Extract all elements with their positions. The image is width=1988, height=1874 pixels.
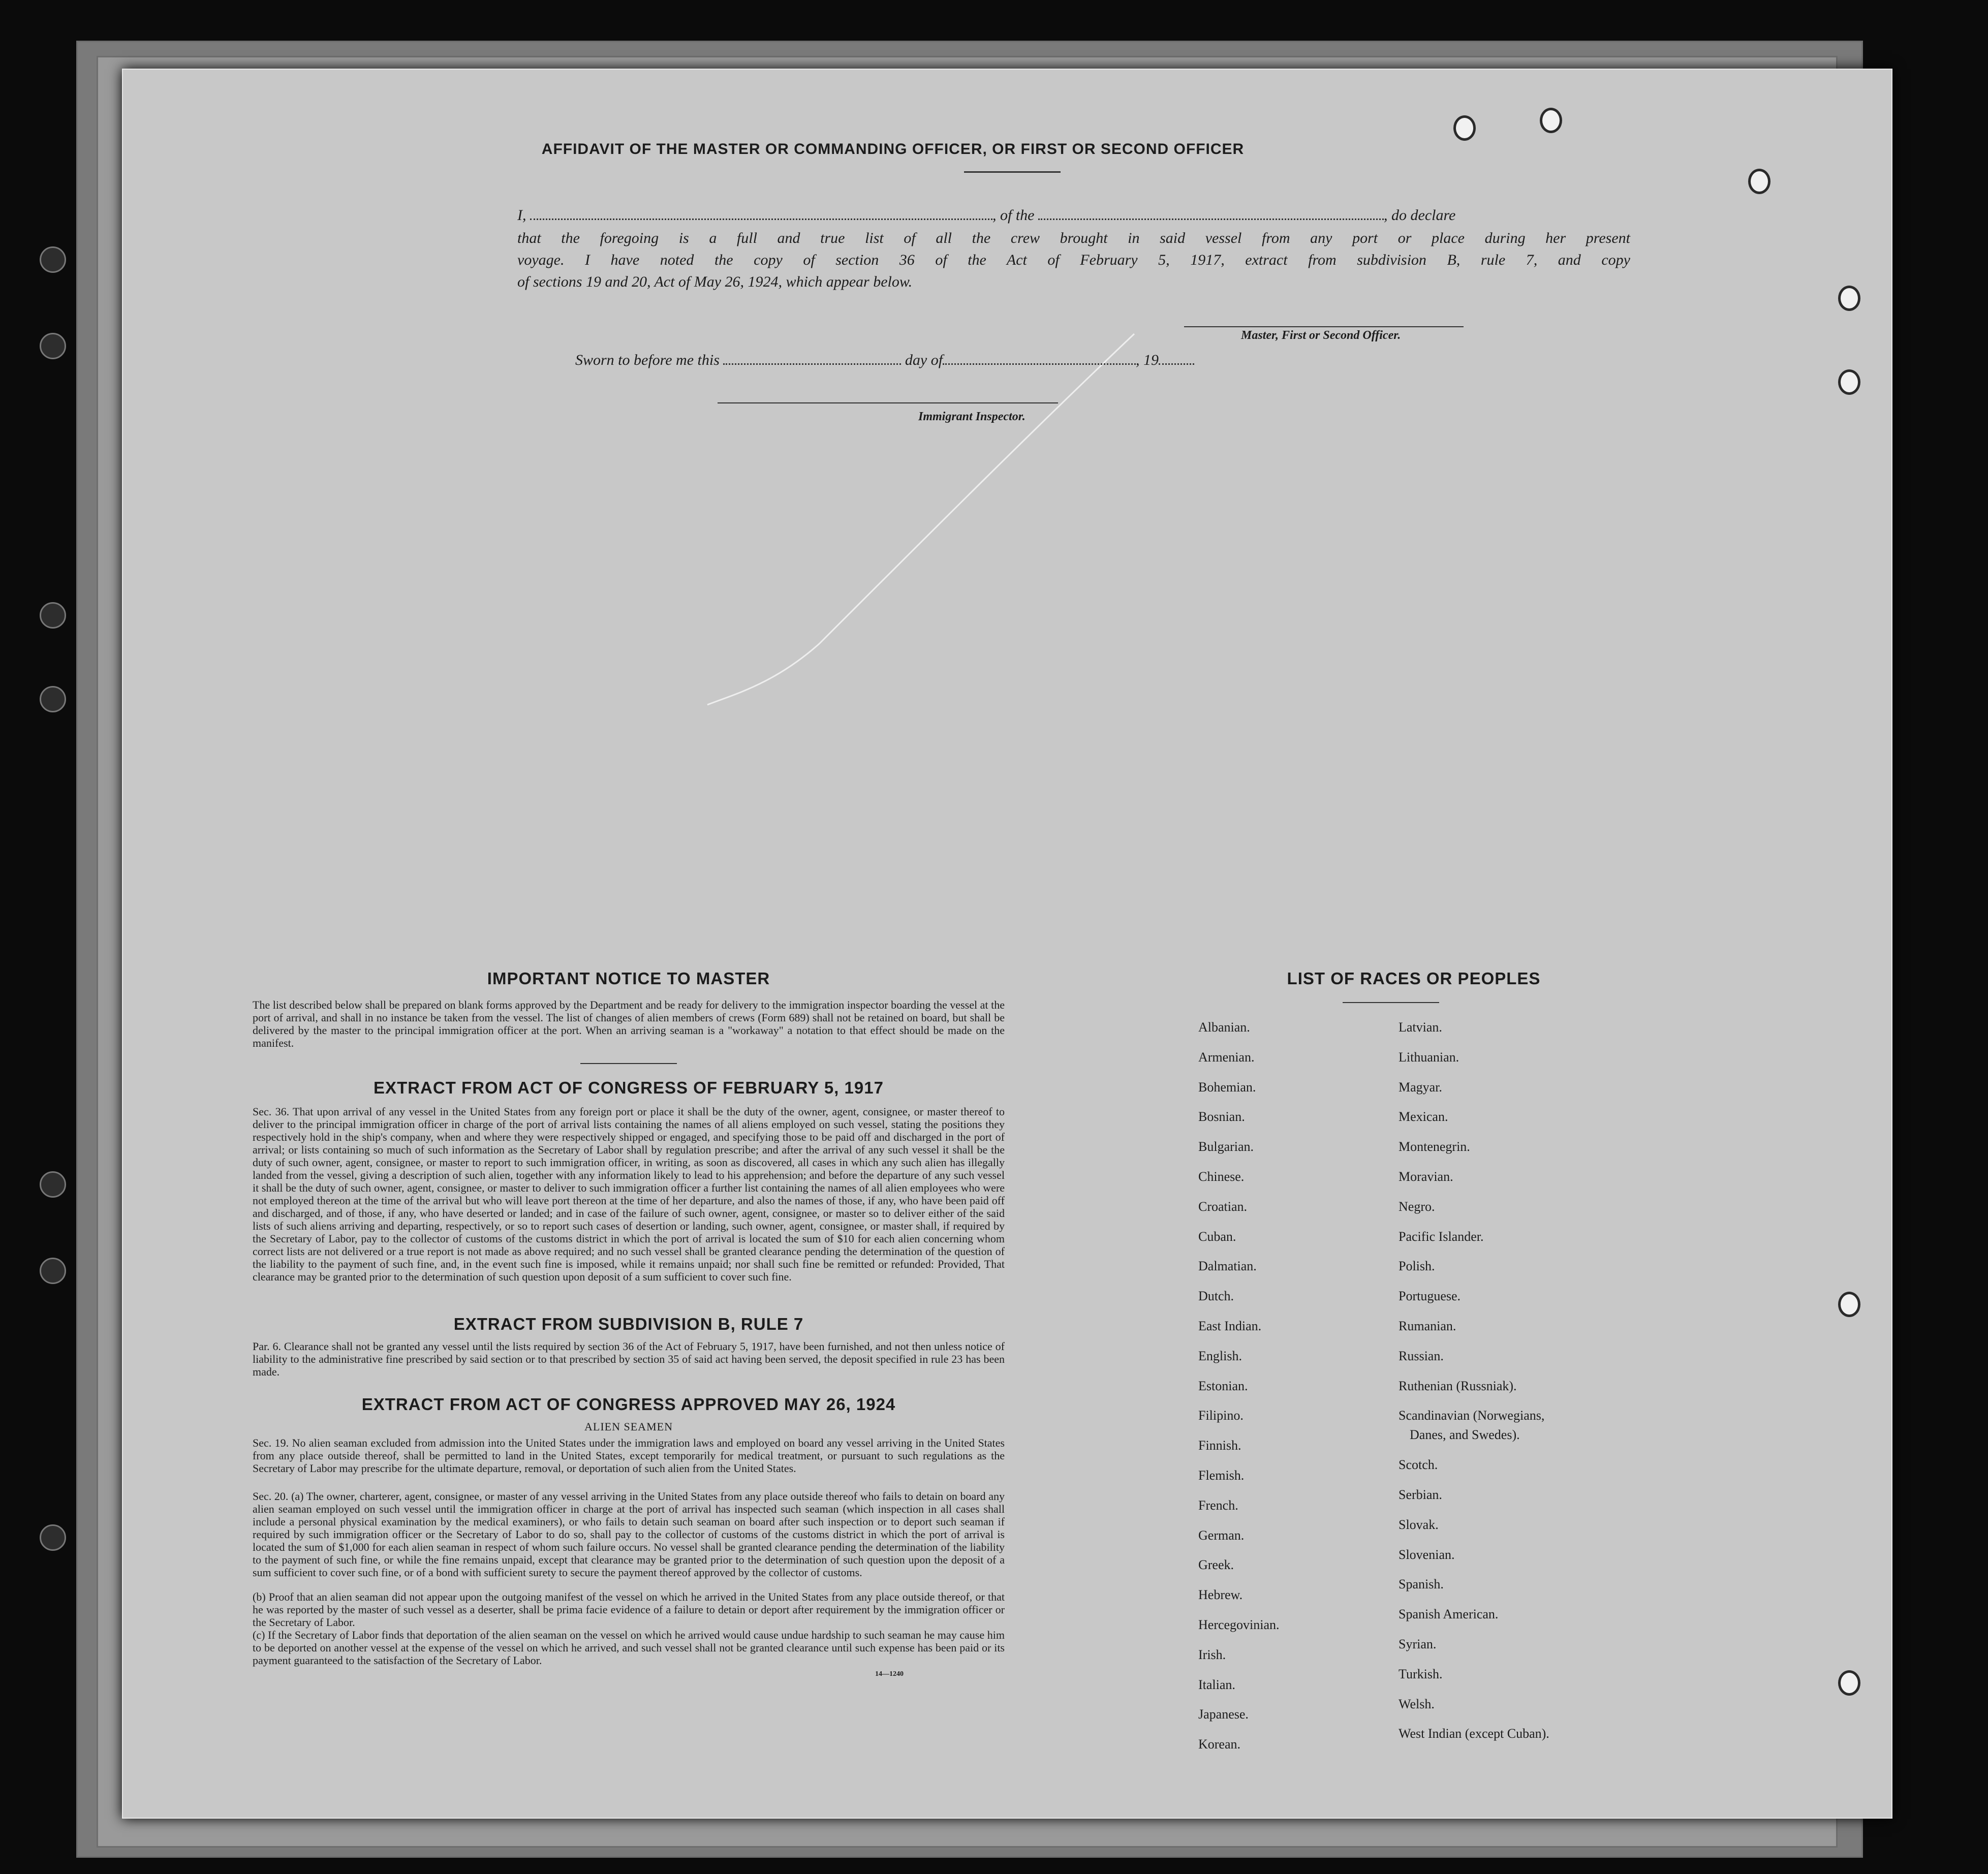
race-item: Irish. [1198, 1647, 1226, 1662]
sec-19-text: Sec. 19. No alien seaman excluded from admission into the United States under the immigration laws and employed on board any vessel arriving in the United States from any place outside thereof, shall be permitted to land in the United States, except temporarily for medical treatment, or pursuant to such regulations as the Secretary of Labor may prescribe for the ultimate departure, removal, or deportation of such alien from the United States. [253, 1436, 1005, 1475]
race-item: West Indian (except Cuban). [1399, 1726, 1549, 1741]
binder-hole [40, 602, 66, 629]
races-title: LIST OF RACES OR PEOPLES [1287, 969, 1541, 988]
inspector-signature-line [718, 402, 1058, 403]
race-item: German. [1198, 1527, 1245, 1543]
title-rule [964, 171, 1061, 173]
race-item: Flemish. [1198, 1467, 1245, 1483]
race-item: Mexican. [1399, 1109, 1448, 1125]
race-item: Hercegovinian. [1198, 1617, 1280, 1632]
race-item: Bosnian. [1198, 1109, 1245, 1125]
race-item: Korean. [1198, 1737, 1241, 1752]
section-rule [580, 1063, 677, 1064]
vessel-name-blank [1038, 203, 1384, 220]
binder-hole [40, 246, 66, 273]
notice-body: The list described below shall be prepared on blank forms approved by the Department and be ready for delivery to the immigration inspector boarding the vessel at the port of arrival, and shall in no instance be taken from the vessel. The list of changes of alien members of crews (Form 689) shall not be retained on board, but shall be delivered by the master to the principal immigration officer at the port. When an arriving seaman is a "workaway" a notation to that effect should be made on the manifest. [253, 998, 1005, 1049]
race-item: Greek. [1198, 1557, 1234, 1573]
master-signature-line [1184, 326, 1464, 327]
sworn-label: Sworn to before me this [575, 352, 720, 368]
race-item: French. [1198, 1497, 1238, 1513]
race-item: Dutch. [1198, 1289, 1234, 1304]
i-label: I, [517, 207, 526, 224]
race-item: Armenian. [1198, 1049, 1255, 1065]
affidavit-line-2: that the foregoing is a full and true list of all the crew brought in said vessel from any port or place during her present [517, 230, 1630, 246]
day-of-label: day of [905, 352, 943, 368]
race-item: Spanish American. [1399, 1607, 1499, 1622]
race-item: Serbian. [1399, 1487, 1442, 1502]
race-item: Ruthenian (Russniak). [1399, 1378, 1517, 1393]
race-item: Spanish. [1399, 1577, 1444, 1592]
officer-name-blank [530, 203, 992, 220]
notice-title: IMPORTANT NOTICE TO MASTER [487, 969, 770, 988]
race-item: Estonian. [1198, 1378, 1248, 1393]
race-item: Danes, and Swedes). [1410, 1427, 1520, 1443]
affidavit-line-3: voyage. I have noted the copy of section 36 of the Act of February 5, 1917, extract from subdivision B, rule 7, and copy [517, 252, 1630, 268]
race-item: Dalmatian. [1198, 1259, 1257, 1274]
race-item: Polish. [1399, 1259, 1435, 1274]
race-item: Slovenian. [1399, 1547, 1455, 1562]
race-item: Italian. [1198, 1677, 1235, 1692]
race-item: Rumanian. [1399, 1318, 1456, 1333]
race-item: Welsh. [1399, 1696, 1435, 1711]
do-declare-label: , do declare [1384, 207, 1456, 224]
sec-20b-text: (b) Proof that an alien seaman did not appear upon the outgoing manifest of the vessel on which he arrived in the United States from any place outside thereof, or that he was reported by the master of such vessel as a deserter, shall be prima facie evidence of a failure to detain or deport after requirement by the immigration officer or the Secretary of Labor. [253, 1590, 1005, 1629]
race-item: Latvian. [1399, 1020, 1442, 1035]
sworn-day-blank [723, 348, 901, 365]
extract-1917-body: Sec. 36. That upon arrival of any vessel in the United States from any foreign port or place it shall be the duty of the owner, agent, consignee, or master thereof to deliver to the principal immigration officer in charge of the port of arrival lists containing the names of all aliens employed on such vessel, stating the positions they respectively hold in the ship's company, when and where they were respectively shipped or engaged, and specifying those to be paid off and discharged in the port of arrival; or lists containing so much of such information as the Secretary of Labor shall by regulation prescribe; and after the arrival of any such vessel it shall be the duty of such owner, agent, consignee, or master to report to such immigration officer, in writing, as soon as discovered, all cases in which any such alien has illegally landed from the vessel, giving a description of such alien, together with any information likely to lead to his apprehension; and before the departure of any such vessel it shall be the duty of such owner, agent, consignee, or master to deliver to such immigration officer a further list containing the names of all alien employees who were not employed thereon at the time of the arrival but who will leave port thereon at the time of her departure, and also the names of those, if any, who have been paid off and discharged, and of those, if any, who have deserted or landed; and in case of the failure of such owner, agent, consignee, or master so to deliver either of the said lists of such aliens arriving and departing, respectively, or so to report such cases of desertion or landing, such owner, agent, consignee, or master shall, if required by the Secretary of Labor, pay to the collector of customs of the customs district in which the port of arrival is located the sum of $10 for each alien concerning whom correct lists are not delivered or a true report is not made as above required; and no such vessel shall be granted clearance pending the determination of the question of the liability to the payment of such fine, and, in the event such fine is imposed, while it remains unpaid; nor shall such fine be remitted or refunded: Provided, That clearance may be granted prior to the determination of such question upon deposit of a sum sufficient to cover such fine. [253, 1105, 1005, 1283]
sworn-month-blank [943, 348, 1136, 365]
year-label: , 19 [1136, 352, 1159, 368]
race-item: Hebrew. [1198, 1587, 1243, 1603]
extract-1924-title: EXTRACT FROM ACT OF CONGRESS APPROVED MAY 26, 1924 [361, 1395, 896, 1414]
race-item: Bulgarian. [1198, 1139, 1254, 1154]
races-left-column [1198, 1020, 1280, 1767]
inspector-label: Immigrant Inspector. [918, 410, 1026, 423]
sec-20a-text: Sec. 20. (a) The owner, charterer, agent, consignee, or master of any vessel arriving in the United States from any place outside thereof who fails to detain on board any alien seaman employed on such vessel until the immigration officer in charge at the port of arrival has inspected such seaman (which inspection in all cases shall include a personal physical examination by the medical examiners), or who fails to detain such seaman on board after such inspection or to deport such seaman if required by such immigration officer or the Secretary of Labor to do so, shall pay to the collector of customs of the customs district in which the port of arrival is located the sum of $1,000 for each alien seaman in respect of whom such failure occurs. No vessel shall be granted clearance pending the determination of the liability to the payment of such fine, or while the fine remains unpaid, except that clearance may be granted prior to the determination of such question upon the deposit of a sum sufficient to cover such fine, or of a bond with sufficient surety to secure the payment thereof approved by the collector of customs. [253, 1490, 1005, 1579]
race-item: Pacific Islander. [1399, 1229, 1484, 1244]
sworn-year-blank [1159, 348, 1194, 365]
sec-20c-text: (c) If the Secretary of Labor finds that deportation of the alien seaman on the vessel on which he arrived would cause undue hardship to such seaman he may cause him to be deported on another vessel at the expense of the vessel on which he arrived, and such vessel shall not be granted clearance until such expense has been paid or its payment guaranteed to the satisfaction of the Secretary of Labor. [253, 1629, 1005, 1667]
affidavit-line-1 [517, 203, 1625, 224]
binder-hole [40, 333, 66, 359]
race-item: Syrian. [1399, 1636, 1437, 1651]
race-item: Filipino. [1198, 1408, 1244, 1423]
sworn-line [575, 348, 1194, 369]
race-item: Slovak. [1399, 1517, 1439, 1532]
binder-hole [40, 1258, 66, 1284]
race-item: Portuguese. [1399, 1289, 1461, 1304]
race-item: Cuban. [1198, 1229, 1236, 1244]
race-item: Croatian. [1198, 1199, 1248, 1214]
race-item: Montenegrin. [1399, 1139, 1470, 1154]
rule7-body: Par. 6. Clearance shall not be granted any vessel until the lists required by section 36 of the Act of February 5, 1917, have been furnished, and not then unless notice of liability to the administrative fine prescribed by said section or to that prescribed by section 35 of said act having been served, the deposit specified in rule 23 has been made. [253, 1340, 1005, 1378]
binder-hole [40, 686, 66, 712]
extract-1917-title: EXTRACT FROM ACT OF CONGRESS OF FEBRUARY 5, 1917 [374, 1078, 884, 1097]
master-signature-label: Master, First or Second Officer. [1241, 329, 1401, 342]
affidavit-title: AFFIDAVIT OF THE MASTER OR COMMANDING OFFICER, OR FIRST OR SECOND OFFICER [541, 141, 1245, 158]
race-item: Finnish. [1198, 1438, 1241, 1453]
race-item: Scotch. [1399, 1457, 1438, 1473]
race-item: Russian. [1399, 1348, 1444, 1363]
race-item: East Indian. [1198, 1318, 1262, 1333]
race-item: English. [1198, 1348, 1242, 1363]
binder-hole [40, 1171, 66, 1198]
binder-hole [40, 1524, 66, 1551]
race-item: Magyar. [1399, 1079, 1442, 1095]
race-item: Scandinavian (Norwegians, [1399, 1408, 1545, 1423]
race-item: Japanese. [1198, 1707, 1249, 1722]
race-item: Moravian. [1399, 1169, 1453, 1184]
races-right-column [1399, 1020, 1549, 1756]
race-item: Albanian. [1198, 1020, 1250, 1035]
affidavit-line-4: of sections 19 and 20, Act of May 26, 1924, which appear below. [517, 273, 913, 290]
race-item: Turkish. [1399, 1666, 1443, 1681]
alien-seamen-subtitle: ALIEN SEAMEN [584, 1420, 673, 1433]
document-page [122, 69, 1892, 1819]
race-item: Bohemian. [1198, 1079, 1256, 1095]
race-item: Negro. [1399, 1199, 1435, 1214]
race-item: Lithuanian. [1399, 1049, 1459, 1065]
races-rule [1343, 1002, 1439, 1003]
form-number: 14—1240 [875, 1670, 904, 1678]
race-item: Chinese. [1198, 1169, 1245, 1184]
of-the-label: , of the [992, 207, 1035, 224]
rule7-title: EXTRACT FROM SUBDIVISION B, RULE 7 [453, 1315, 804, 1333]
